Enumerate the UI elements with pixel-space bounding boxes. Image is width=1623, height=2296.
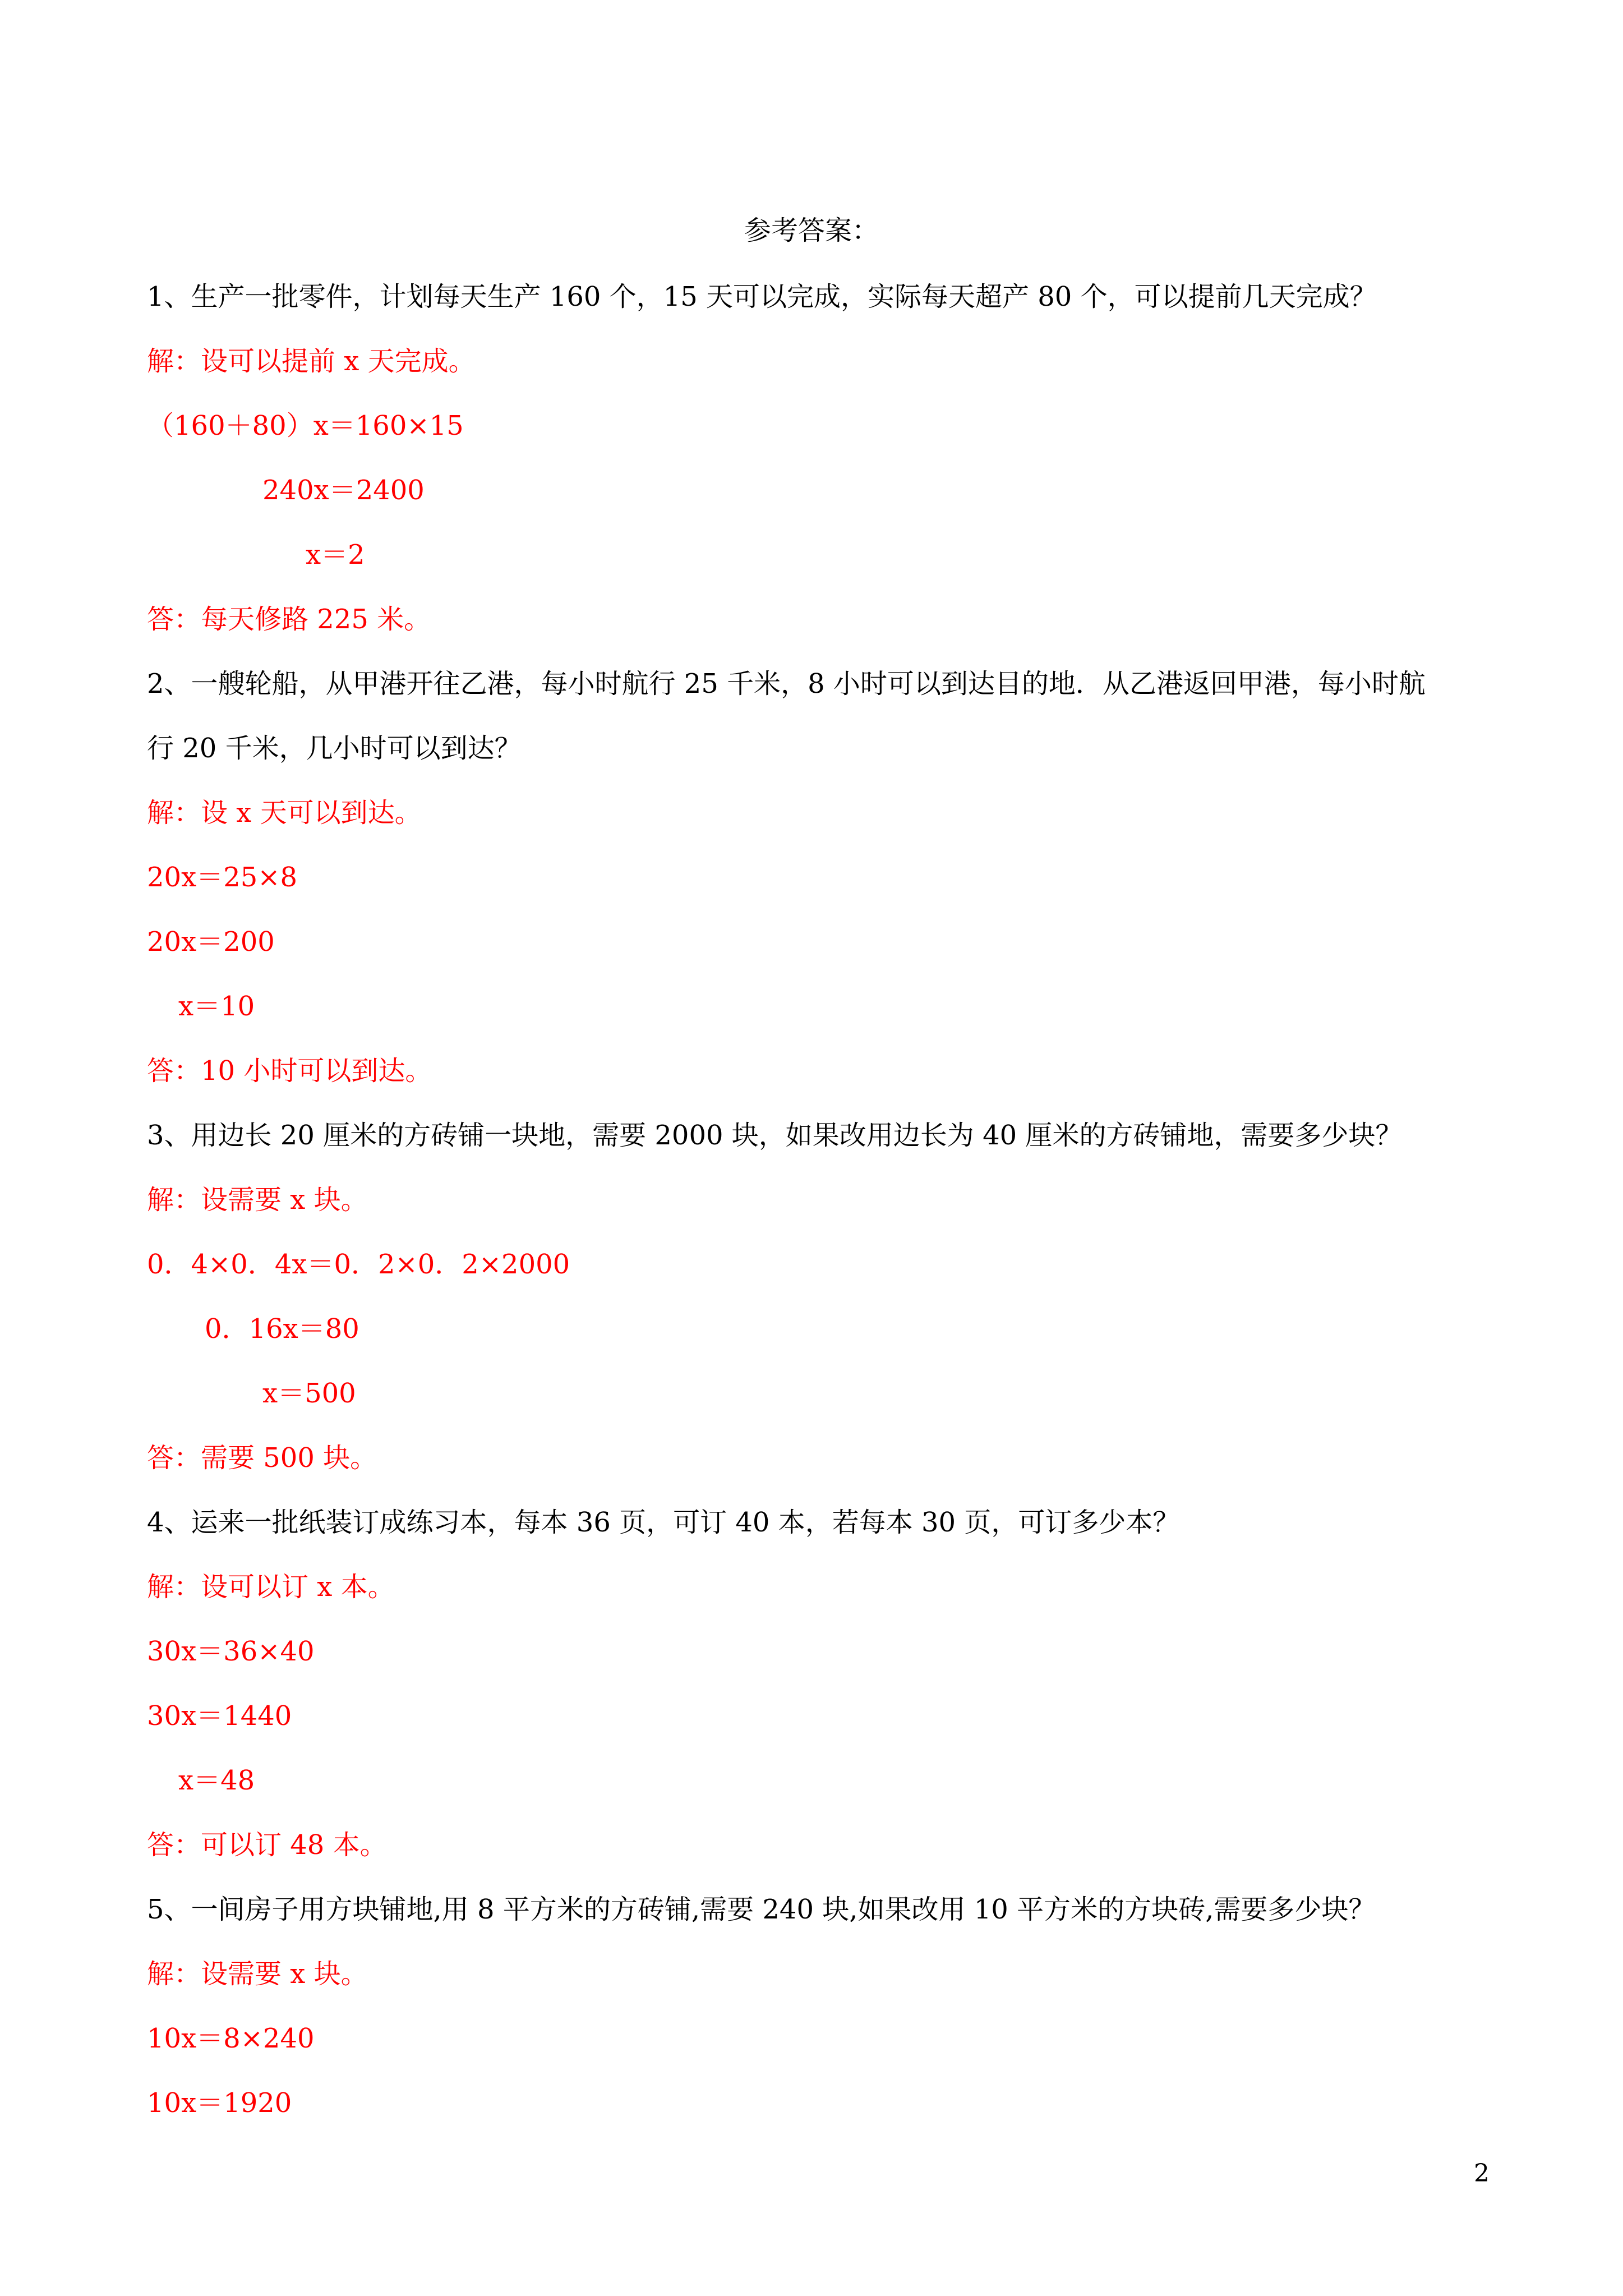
- step-3-3: x＝500: [262, 1378, 356, 1409]
- step-5-2: 10x＝1920: [147, 2087, 292, 2119]
- question-2-line-1: 2、一艘轮船，从甲港开往乙港，每小时航行 25 千米，8 小时可以到达目的地．从乙港返回甲港，每小时航: [147, 668, 1426, 700]
- solution-1: 解：设可以提前 x 天完成。: [147, 346, 476, 377]
- step-4-2: 30x＝1440: [147, 1700, 292, 1732]
- step-3-1: 0．4×0．4x＝0．2×0．2×2000: [147, 1249, 570, 1280]
- step-5-1: 10x＝8×240: [147, 2023, 315, 2054]
- step-2-3: x＝10: [178, 991, 255, 1022]
- question-5: 5、一间房子用方块铺地,用 8 平方米的方砖铺,需要 240 块,如果改用 10 平方米的方块砖,需要多少块？: [147, 1894, 1376, 1925]
- step-4-3: x＝48: [178, 1765, 255, 1796]
- step-1-3: x＝2: [306, 539, 365, 570]
- question-3: 3、用边长 20 厘米的方砖铺一块地，需要 2000 块，如果改用边长为 40 厘米的方砖铺地，需要多少块？: [147, 1120, 1403, 1151]
- step-2-1: 20x＝25×8: [147, 862, 297, 893]
- step-3-2: 0．16x＝80: [205, 1313, 359, 1345]
- page-number: 2: [1474, 2159, 1490, 2188]
- page-title: 参考答案：: [744, 215, 879, 246]
- solution-4: 解：设可以订 x 本。: [147, 1571, 395, 1603]
- question-1: 1、生产一批零件，计划每天生产 160 个，15 天可以完成，实际每天超产 80 个，可以提前几天完成？: [147, 281, 1377, 312]
- solution-2: 解：设 x 天可以到达。: [147, 797, 422, 829]
- step-2-2: 20x＝200: [147, 926, 275, 958]
- step-1-2: 240x＝2400: [262, 475, 425, 506]
- step-4-1: 30x＝36×40: [147, 1636, 315, 1667]
- question-4: 4、运来一批纸装订成练习本，每本 36 页，可订 40 本，若每本 30 页，可订多少本？: [147, 1507, 1180, 1538]
- question-2-line-2: 行 20 千米，几小时可以到达？: [147, 733, 522, 764]
- answer-1: 答：每天修路 225 米。: [147, 604, 431, 635]
- answer-2: 答：10 小时可以到达。: [147, 1055, 432, 1087]
- answer-4: 答：可以订 48 本。: [147, 1829, 387, 1861]
- step-1-1: （160＋80）x＝160×15: [147, 410, 464, 441]
- answer-3: 答：需要 500 块。: [147, 1442, 377, 1474]
- solution-5: 解：设需要 x 块。: [147, 1958, 368, 1990]
- solution-3: 解：设需要 x 块。: [147, 1184, 368, 1216]
